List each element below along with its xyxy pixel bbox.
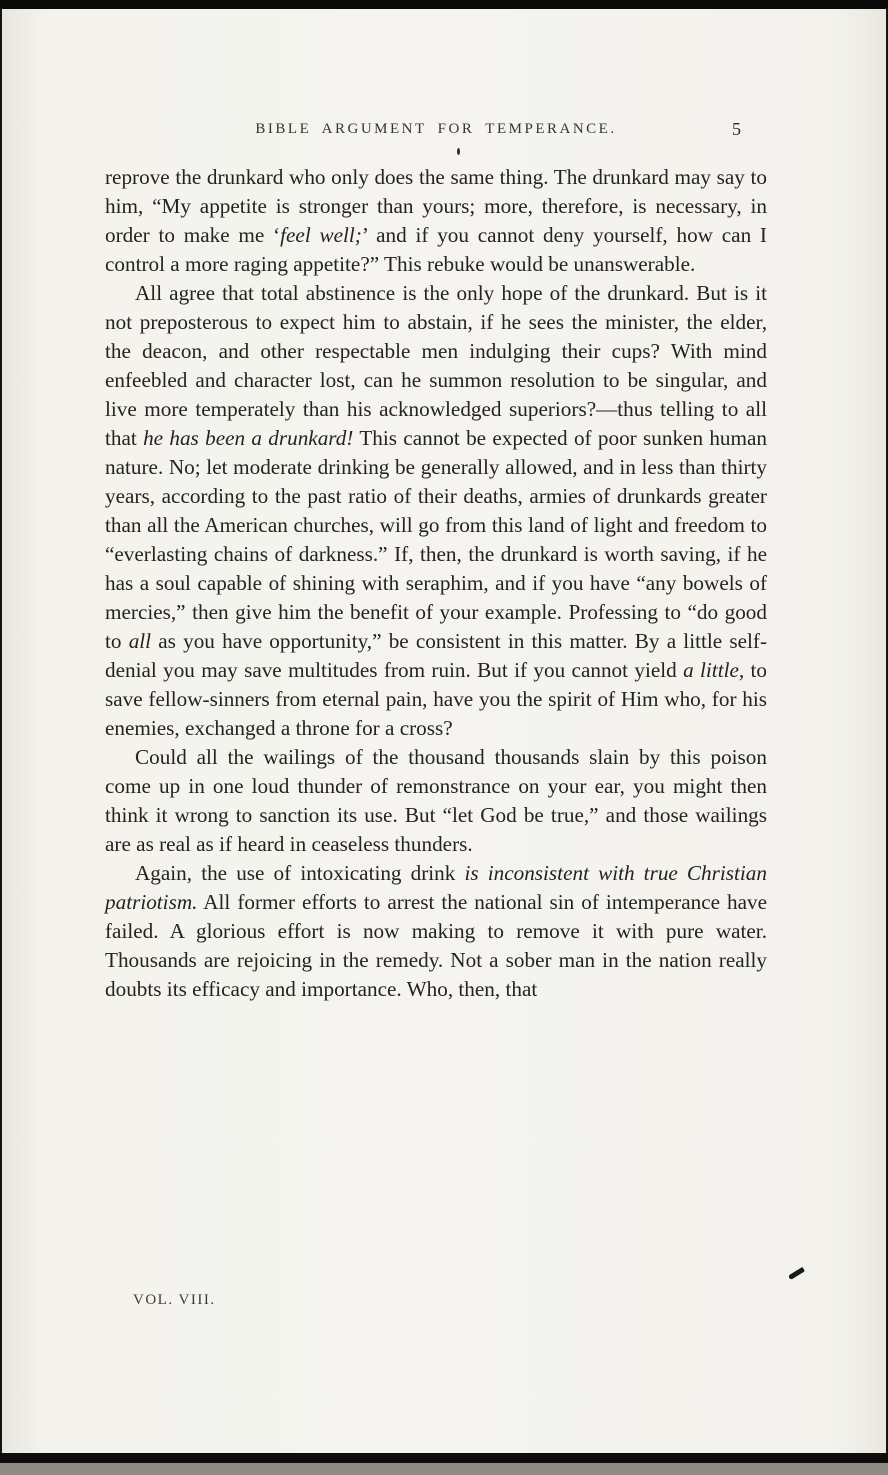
text-run: All former efforts to arrest the national sin of intemperance have failed. A glorious effort is now making to remove it with pure water. Thousands are rejoicing in the remedy. Not a sober man in the nation really doubts its efficacy and importance. Who, then, that (105, 890, 767, 1001)
scan-bottom-line (0, 1453, 888, 1463)
page-header (105, 121, 767, 138)
page-number: 5 (732, 119, 741, 139)
paragraph (105, 279, 767, 743)
italic-run: feel well; (280, 223, 362, 247)
paragraph (105, 163, 767, 279)
italic-run: a little, (683, 658, 745, 682)
text-run: All agree that total abstinence is the only hope of the drunkard. But is it not preposterous to expect him to abstain, if he sees the minister, the elder, the deacon, and other respectable men indulging their cups? With mind enfeebled and character lost, can he summon resolution to be singular, and live more temperately than his acknowledged superiors?—thus telling to all that (105, 281, 767, 450)
paragraph (105, 743, 767, 859)
text-run: ’ and if you cannot deny yourself, how can I control a more raging appetite?” This rebuke would be unanswerable. (105, 223, 767, 276)
text-run: to save fellow-sinners from eternal pain, have you the spirit of Him who, for his enemies, exchanged a throne for a cross? (105, 658, 767, 740)
ink-mark (788, 1267, 805, 1280)
page-footer (133, 1292, 216, 1309)
page-body (105, 163, 767, 1004)
text-run: reprove the drunkard who only does the same thing. The drunkard may say to him, “My appetite is stronger than yours; more, therefore, is necessary, in order to make me ‘ (105, 165, 767, 247)
scan-speck (457, 148, 460, 155)
running-title: BIBLE ARGUMENT FOR TEMPERANCE. (255, 121, 617, 137)
text-run: This cannot be expected of poor sunken human nature. No; let moderate drinking be generally allowed, and in less than thirty years, according to the past ratio of their deaths, armies of drunkards greater than all the American churches, will go from this land of light and freedom to “everlasting chains of darkness.” If, then, the drunkard is worth saving, if he has a soul capable of shining with seraphim, and if you have “any bowels of mercies,” then give him the benefit of your example. Professing to “do good to (105, 426, 768, 653)
italic-run: all (128, 629, 152, 653)
scan-top-edge (0, 0, 888, 9)
volume-label: VOL. VIII. (133, 1292, 216, 1308)
text-run: Could all the wailings of the thousand thousands slain by this poison come up in one loud thunder of remonstrance on your ear, you might then think it wrong to sanction its use. But “let God be true,” and those wailings are as real as if heard in ceaseless thunders. (105, 745, 767, 856)
italic-run: is inconsistent with true Christian patriotism. (105, 861, 767, 914)
paragraph (105, 859, 767, 1004)
italic-run: he has been a drunkard! (143, 426, 354, 450)
text-run: Again, the use of intoxicating drink (135, 861, 465, 885)
scan-bottom-edge (0, 1463, 888, 1475)
text-run: as you have opportunity,” be consistent in this matter. By a little self-denial you may save multitudes from ruin. But if you cannot yield (105, 629, 767, 682)
book-page (2, 9, 886, 1453)
